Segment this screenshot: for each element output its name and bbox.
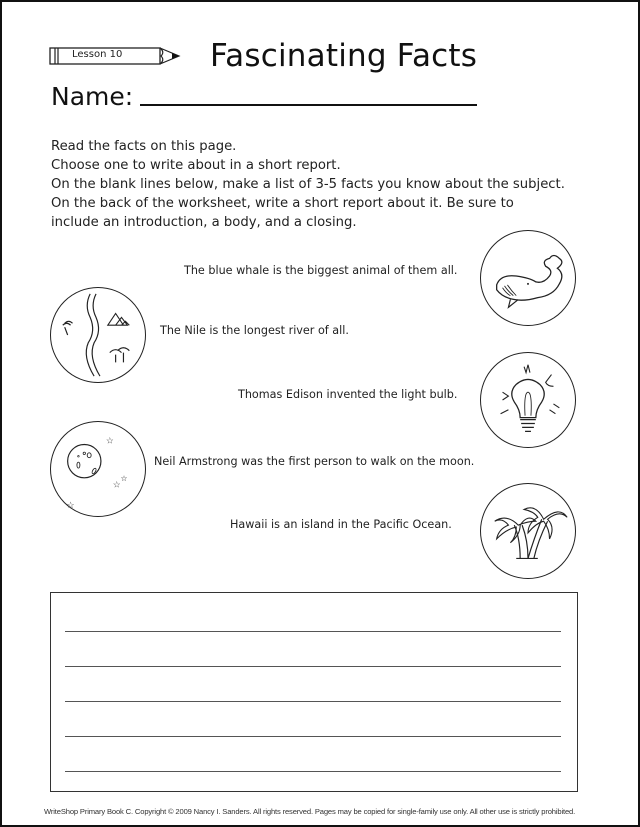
instruction-line: Choose one to write about in a short report. [51, 158, 341, 173]
instruction-line: include an introduction, a body, and a closing. [51, 215, 357, 230]
page-title: Fascinating Facts [210, 38, 478, 74]
lesson-label: Lesson 10 [72, 49, 123, 60]
light-bulb-icon [480, 352, 576, 448]
instruction-line: On the blank lines below, make a list of 3-5 facts you know about the subject. [51, 177, 565, 192]
copyright-footer: WriteShop Primary Book C. Copyright © 2009 Nancy I. Sanders. All rights reserved. Pages may be copied for single-family use only. All other use is strictly prohibited. [44, 807, 576, 816]
fact-nile: The Nile is the longest river of all. [160, 324, 349, 337]
svg-text:☆: ☆ [105, 436, 114, 447]
instruction-line: On the back of the worksheet, write a short report about it. Be sure to [51, 196, 514, 211]
writing-line[interactable] [65, 631, 561, 632]
fact-armstrong: Neil Armstrong was the first person to walk on the moon. [154, 455, 475, 468]
fact-hawaii: Hawaii is an island in the Pacific Ocean. [230, 518, 452, 531]
svg-text:☆: ☆ [66, 501, 75, 512]
instructions [51, 137, 565, 232]
svg-text:☆: ☆ [112, 480, 121, 491]
nile-river-icon [50, 287, 146, 383]
whale-icon [480, 230, 576, 326]
fact-blue-whale: The blue whale is the biggest animal of them all. [184, 264, 458, 277]
writing-line[interactable] [65, 771, 561, 772]
writing-line[interactable] [65, 736, 561, 737]
writing-line[interactable] [65, 666, 561, 667]
name-field[interactable] [140, 104, 477, 106]
name-label: Name: [51, 82, 134, 111]
moon-icon [50, 421, 146, 517]
fact-edison: Thomas Edison invented the light bulb. [238, 388, 458, 401]
palm-trees-icon [480, 483, 576, 579]
writing-line[interactable] [65, 701, 561, 702]
svg-text:☆: ☆ [120, 473, 128, 483]
instruction-line: Read the facts on this page. [51, 139, 237, 154]
writing-area[interactable] [50, 592, 578, 792]
